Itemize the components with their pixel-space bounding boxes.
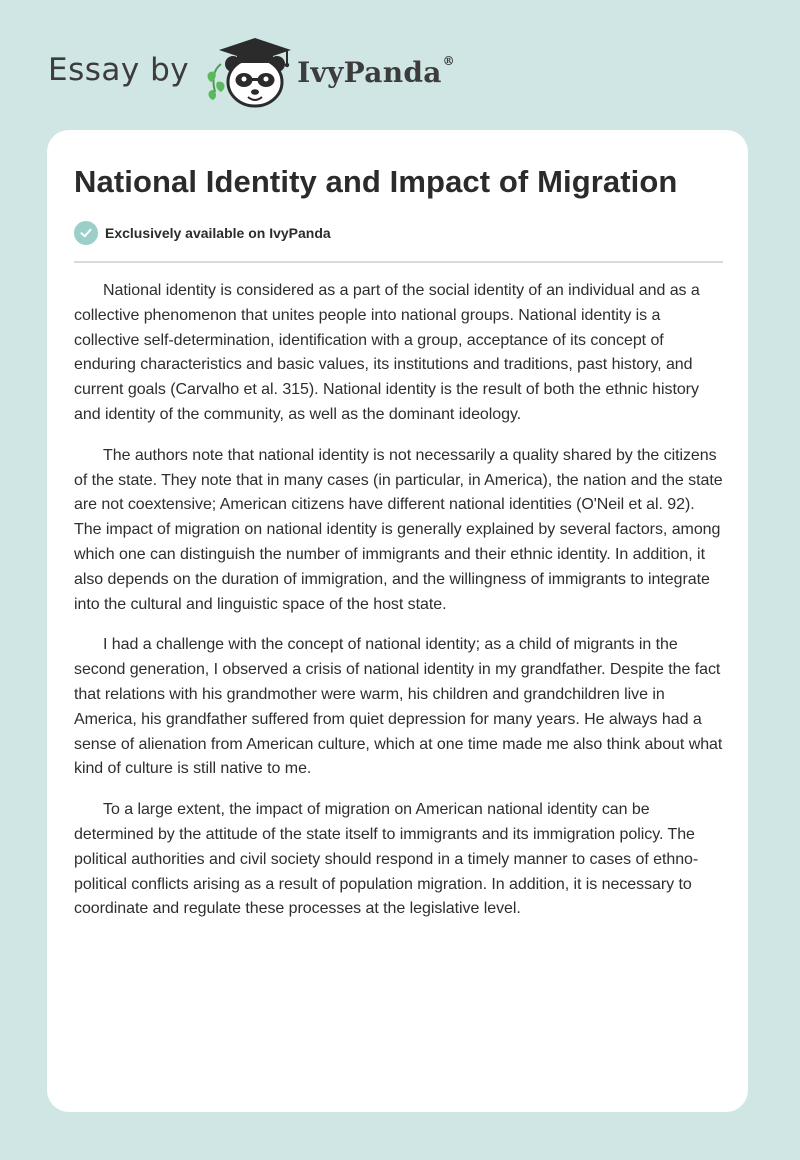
essay-paragraph: I had a challenge with the concept of national identity; as a child of migrants in the second generation, I observed a crisis of national identity in my grandfather. Despite the fact that relations with his grandmother were warm, his children and grandchildren live in America, his grandfather suffered from quiet depression for many years. He always had a sense of alienation from American culture, which at one time made me also think about what kind of culture is still native to me. <box>74 636 723 778</box>
panda-logo-icon <box>203 34 295 110</box>
panda-head-icon <box>225 56 285 106</box>
page-title: National Identity and Impact of Migration <box>74 164 678 199</box>
essay-body <box>74 279 724 938</box>
registered-mark: ® <box>442 53 455 68</box>
site-header-logo[interactable] <box>48 34 455 110</box>
exclusive-badge <box>74 221 331 245</box>
essay-paragraph: National identity is considered as a part of the social identity of an individual and as a collective phenomenon that unites people into national groups. National identity is a collective self-determination, identification with a group, acceptance of its concept of enduring characteristics and basic values, its institutions and traditions, past history, and current goals (Carvalho et al. 315). National identity is the result of both the ethnic history and identity of the community, as well as the dominant ideology. <box>74 282 700 423</box>
brand-name: IvyPanda <box>297 55 442 89</box>
essay-card <box>47 130 748 1112</box>
title-divider <box>74 261 723 263</box>
check-circle-icon <box>74 221 98 245</box>
essay-by-label: Essay by <box>48 52 190 88</box>
ivy-leaf-icon <box>208 64 225 100</box>
essay-paragraph: To a large extent, the impact of migration on American national identity can be determined by the attitude of the state itself to immigrants and its immigration policy. The political authorities and civil society should respond in a timely manner to cases of ethno-political conflicts arising as a result of population migration. In addition, it is necessary to coordinate and regulate these processes at the legislative level. <box>74 801 699 918</box>
exclusive-badge-label: Exclusively available on IvyPanda <box>105 225 331 241</box>
brand-wordmark <box>297 53 455 89</box>
essay-paragraph: The authors note that national identity is not necessarily a quality shared by the citizens of the state. They note that in many cases (in particular, in America), the nation and the state are not coextensive; American citizens have different national identities (O'Neil et al. 92). The impact of migration on national identity is generally explained by several factors, among which one can distinguish the number of immigrants and their ethnic identity. In addition, it also depends on the duration of immigration, and the willingness of immigrants to integrate into the cultural and linguistic space of the host state. <box>74 446 723 613</box>
